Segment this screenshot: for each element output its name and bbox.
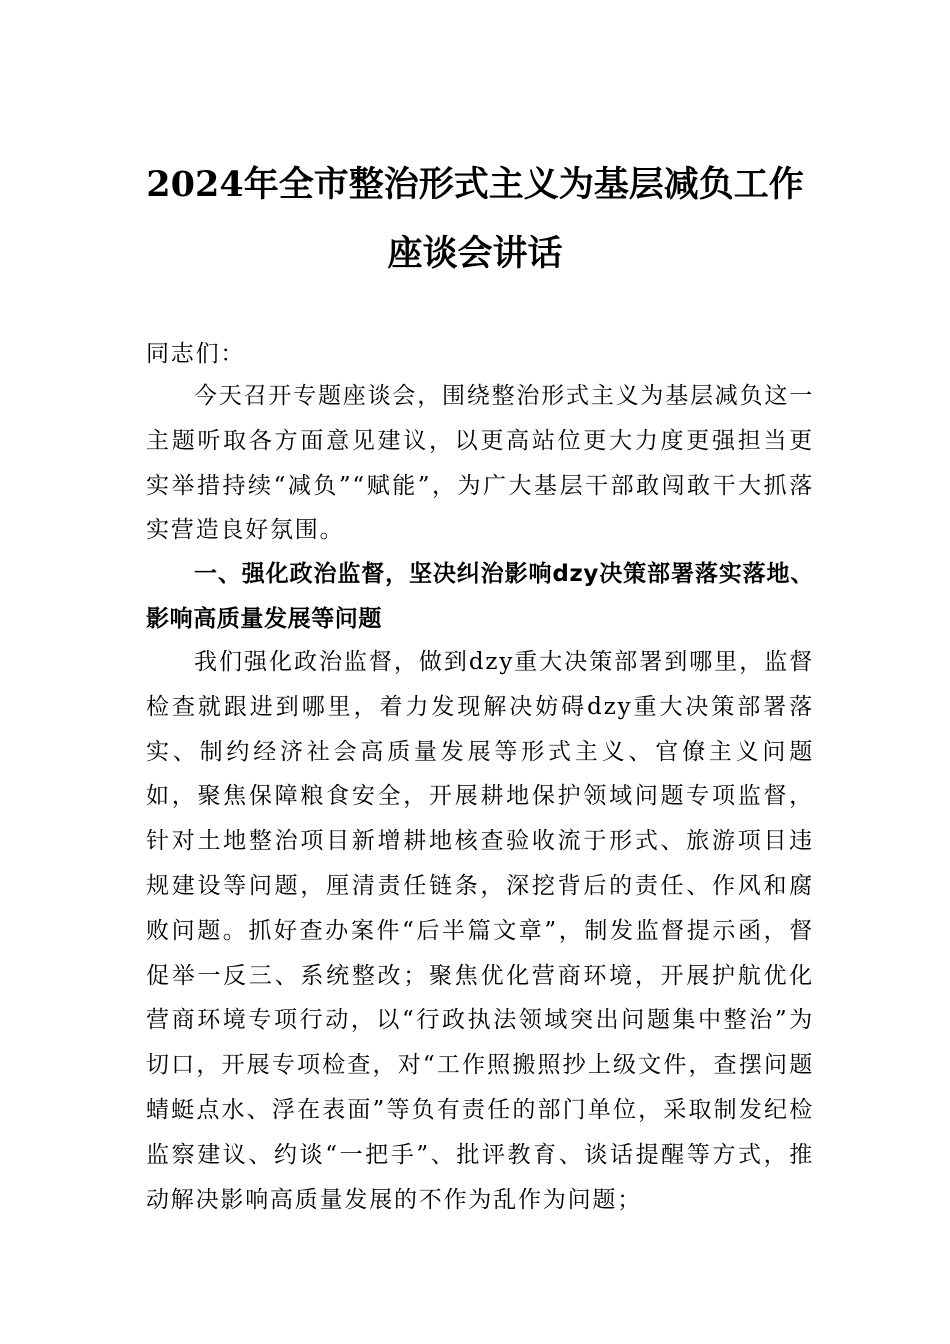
document-title-line-2: 座谈会讲话	[387, 233, 563, 274]
section-body-1: 我们强化政治监督，做到dzy重大决策部署到哪里，监督检查就跟进到哪里，着力发现解决妨碍dzy重大决策部署落实、制约经济社会高质量发展等形式主义、官僚主义问题如，聚焦保障粮食安全，开展耕地保护领域问题专项监督，针对土地整治项目新增耕地核查验收流于形式、旅游项目违规建设等问题，厘清责任链条，深挖背后的责任、作风和腐败问题。抓好查办案件“后半篇文章”，制发监督提示函，督促举一反三、系统整改；聚焦优化营商环境，开展护航优化营商环境专项行动，以“行政执法领域突出问题集中整治”为切口，开展专项检查，对“工作照搬照抄上级文件，查摆问题蜻蜓点水、浮在表面”等负有责任的部门单位，采取制发纪检监察建议、约谈“一把手”、批评教育、谈话提醒等方式，推动解决影响高质量发展的不作为乱作为问题；	[146, 649, 814, 1213]
section-heading-1: 一、强化政治监督，坚决纠治影响dzy决策部署落实落地、影响高质量发展等问题	[146, 561, 814, 632]
intro-paragraph: 今天召开专题座谈会，围绕整治形式主义为基层减负这一主题听取各方面意见建议，以更高站位更大力度更强担当更实举措持续“减负”“赋能”，为广大基层干部敢闯敢干大抓落实营造良好氛围。	[146, 383, 814, 544]
salutation: 同志们：	[146, 341, 246, 367]
document-title-line-1: 2024年全市整治形式主义为基层减负工作	[146, 164, 804, 205]
